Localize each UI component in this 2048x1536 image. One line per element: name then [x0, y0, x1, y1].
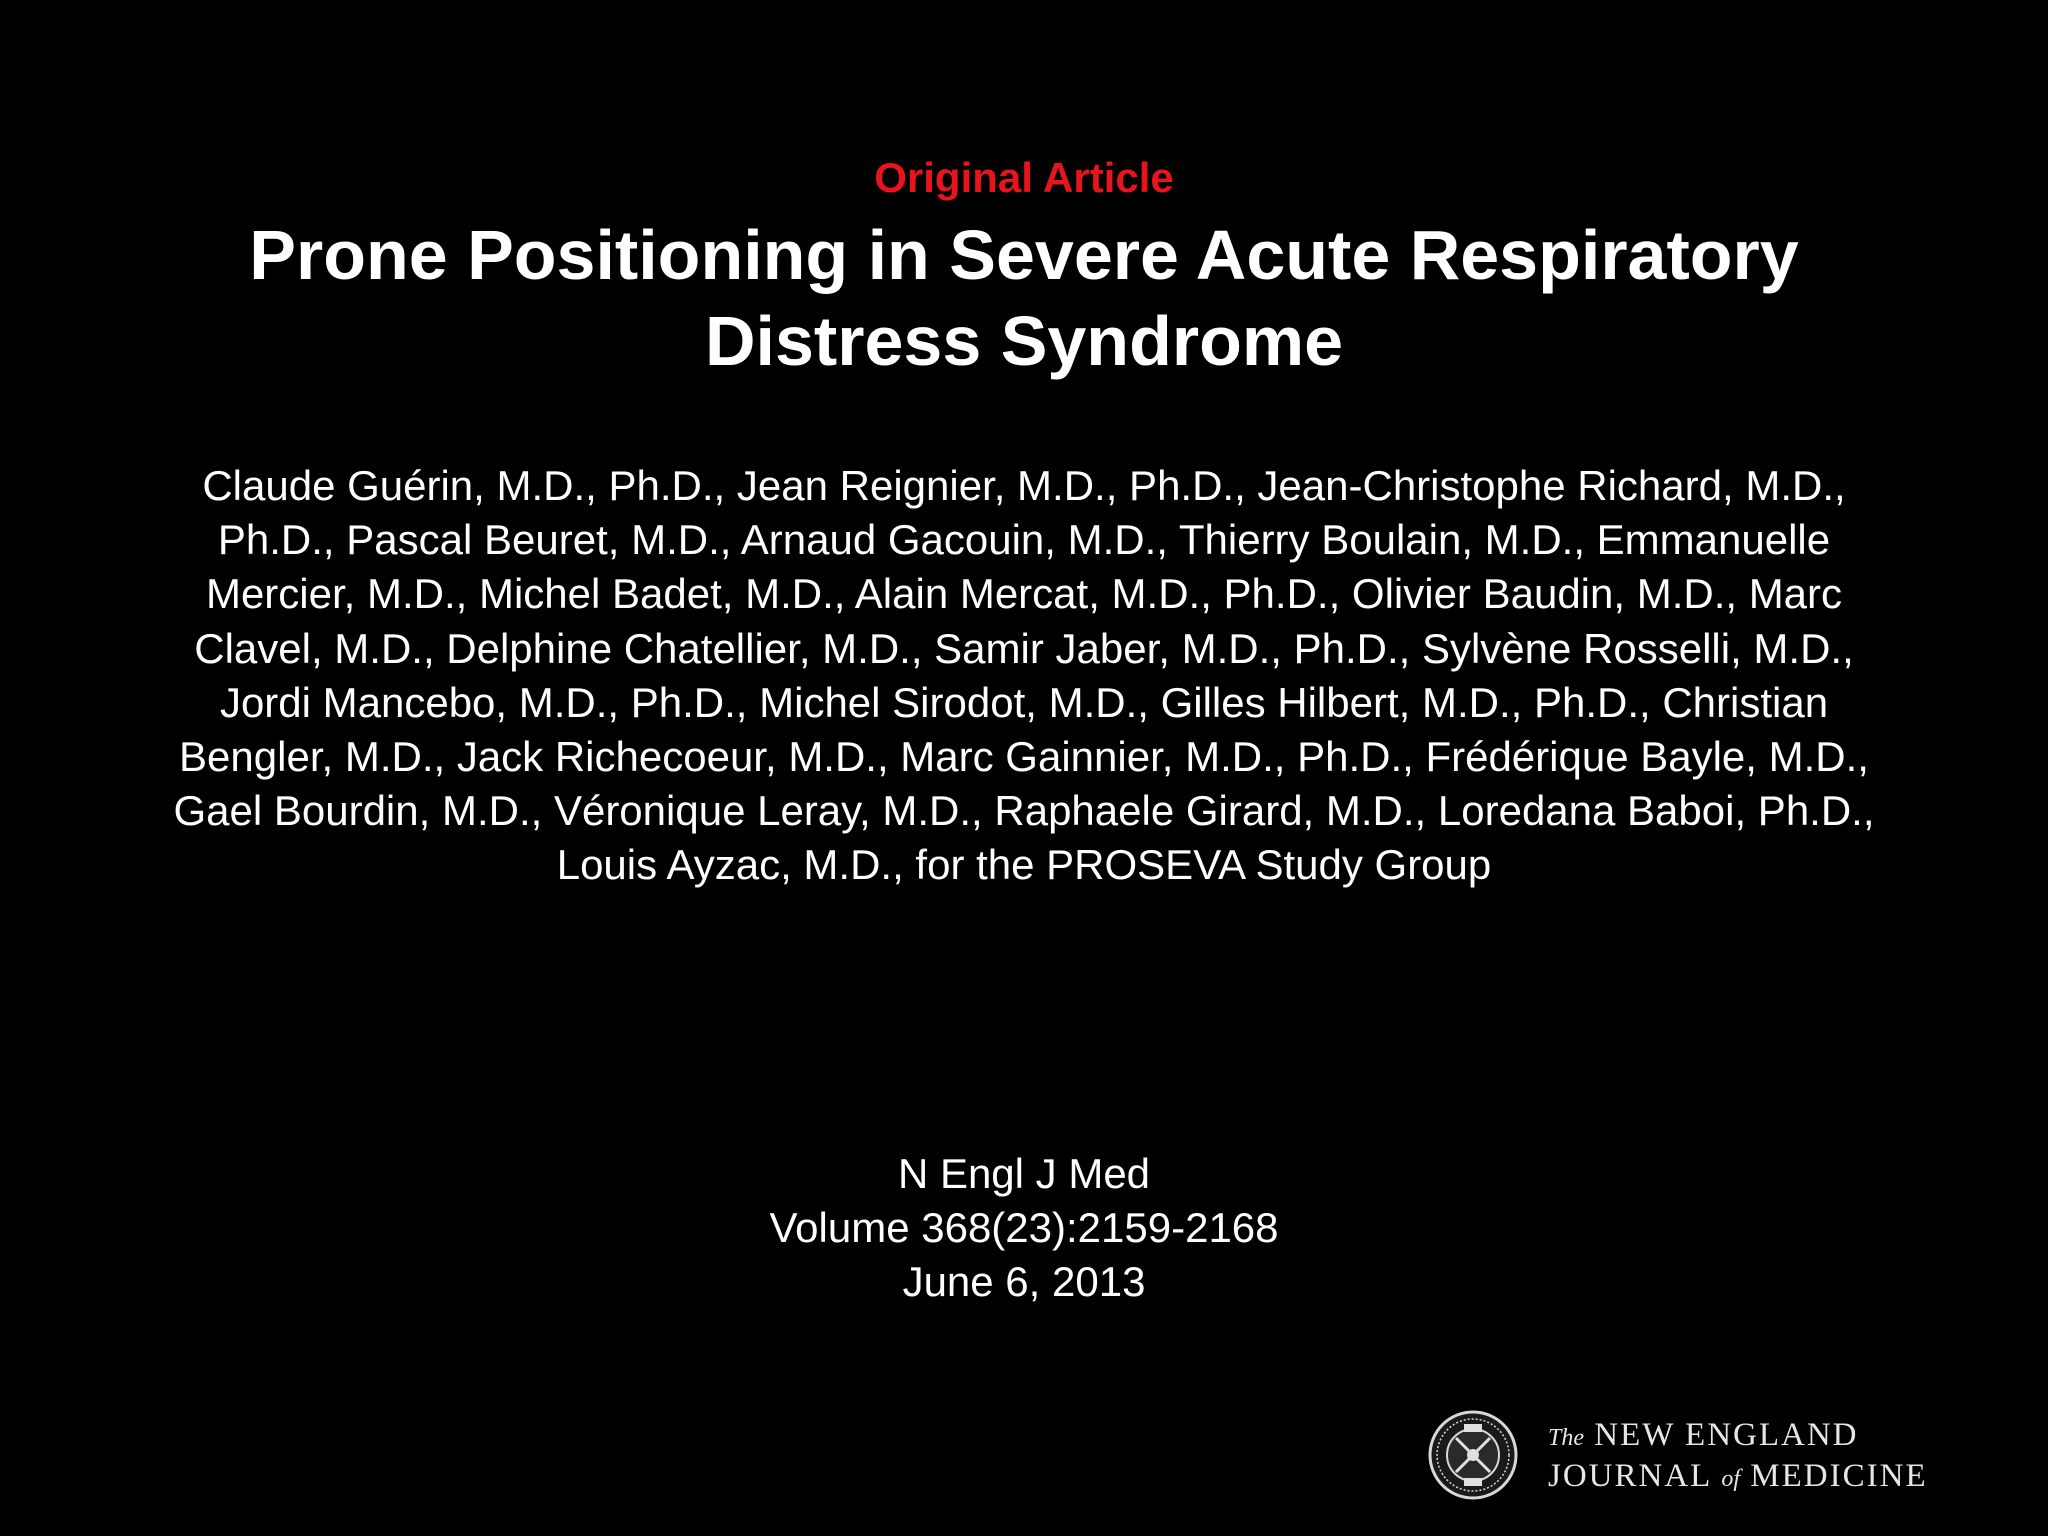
- article-title: Prone Positioning in Severe Acute Respiratory Distress Syndrome: [249, 216, 1799, 380]
- nejm-seal-icon: [1428, 1410, 1518, 1500]
- wordmark-new-england: NEW ENGLAND: [1594, 1417, 1859, 1453]
- wordmark-journal: JOURNAL: [1548, 1458, 1712, 1494]
- publication-date: June 6, 2013: [902, 1258, 1146, 1305]
- author-list: Claude Guérin, M.D., Ph.D., Jean Reignier, M.D., Ph.D., Jean-Christophe Richard, M.D., Ph.D., Pascal Beuret, M.D., Arnaud Gacouin, M.D., Thierry Boulain, M.D., Emmanuelle Mercier, M.D., Michel Badet, M.D., Alain Mercat, M.D., Ph.D., Olivier Baudin, M.D., Marc Clavel, M.D., Delphine Chatellier, M.D., Samir Jaber, M.D., Ph.D., Sylvène Rosselli, M.D., Jordi Mancebo, M.D., Ph.D., Michel Sirodot, M.D., Gilles Hilbert, M.D., Ph.D., Christian Bengler, M.D., Jack Richecoeur, M.D., Marc Gainnier, M.D., Ph.D., Frédérique Bayle, M.D., Gael Bourdin, M.D., Véronique Leray, M.D., Raphaele Girard, M.D., Loredana Baboi, Ph.D., Louis Ayzac, M.D., for the PROSEVA Study Group: [173, 462, 1875, 889]
- article-type-label: Original Article: [874, 154, 1174, 201]
- nejm-wordmark: [1548, 1416, 1988, 1498]
- nejm-logo: [1428, 1410, 1988, 1500]
- volume-pages: Volume 368(23):2159-2168: [769, 1204, 1279, 1251]
- citation-block: [0, 1147, 2048, 1309]
- wordmark-the: The: [1548, 1425, 1584, 1451]
- journal-abbreviation: N Engl J Med: [897, 1150, 1151, 1197]
- wordmark-medicine: MEDICINE: [1750, 1458, 1928, 1494]
- wordmark-of: of: [1721, 1466, 1741, 1492]
